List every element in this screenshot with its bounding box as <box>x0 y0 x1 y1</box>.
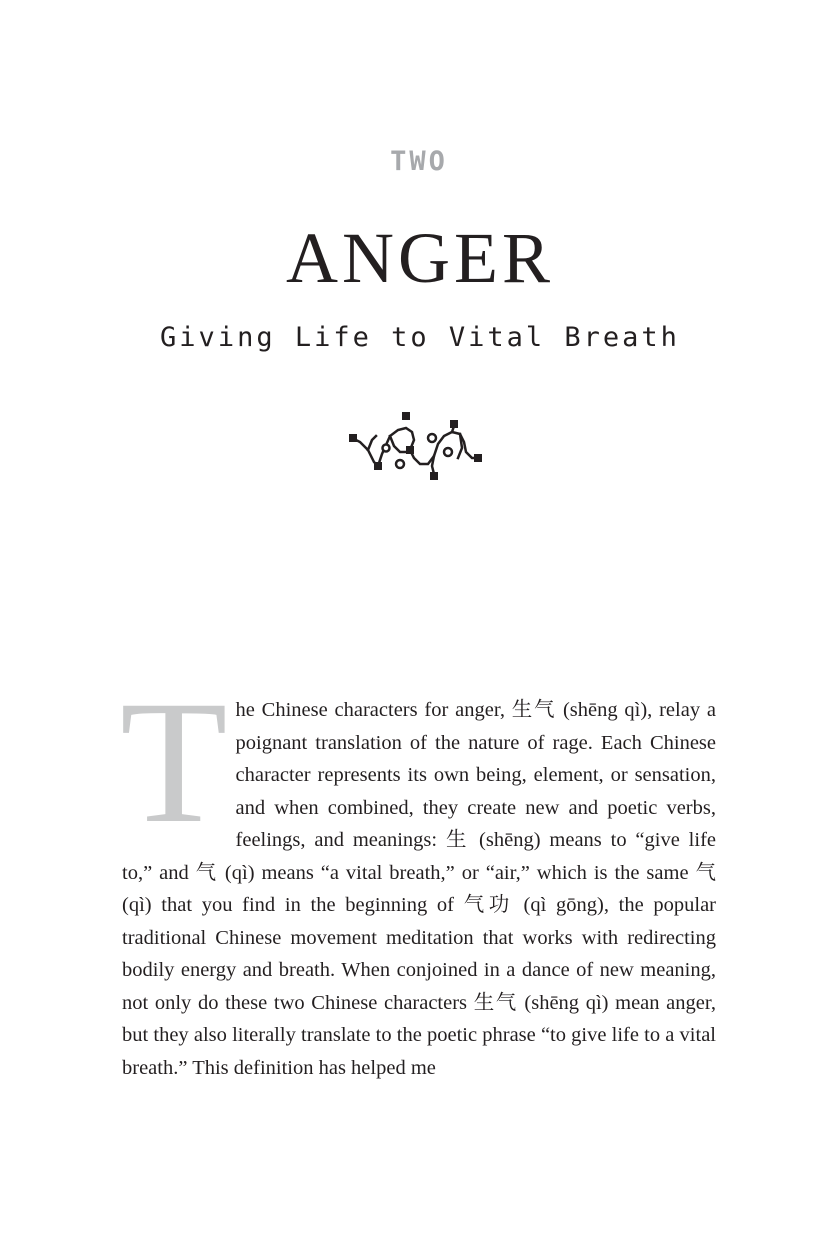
drop-cap: T <box>120 665 228 860</box>
chapter-title: ANGER <box>286 218 554 298</box>
body-text: he Chinese characters for anger, 生气 (shēng qì), relay a poignant translation of the nature of rage. Each Chinese character represents its own being, element, or sensation, and when combined, they create new and poetic verbs, feelings, and meanings: 生 (shēng) means to “give life to,” and 气 (qì) means “a vital breath,” or “air,” which is the same 气 (qì) that you find in the beginning of 气功 (qì gōng), the popular traditional Chinese movement meditation that works with redirecting bodily energy and breath. When conjoined in a dance of new meaning, not only do these two Chinese characters 生气 (shēng qì) mean anger, but they also literally translate to the poetic phrase “to give life to a vital breath.” This definition has helped me <box>122 699 716 1079</box>
chapter-subtitle: Giving Life to Vital Breath <box>160 322 680 353</box>
body-paragraph <box>120 665 716 1084</box>
chapter-number: TWO <box>390 146 448 177</box>
vine-ornament-icon <box>348 410 488 486</box>
